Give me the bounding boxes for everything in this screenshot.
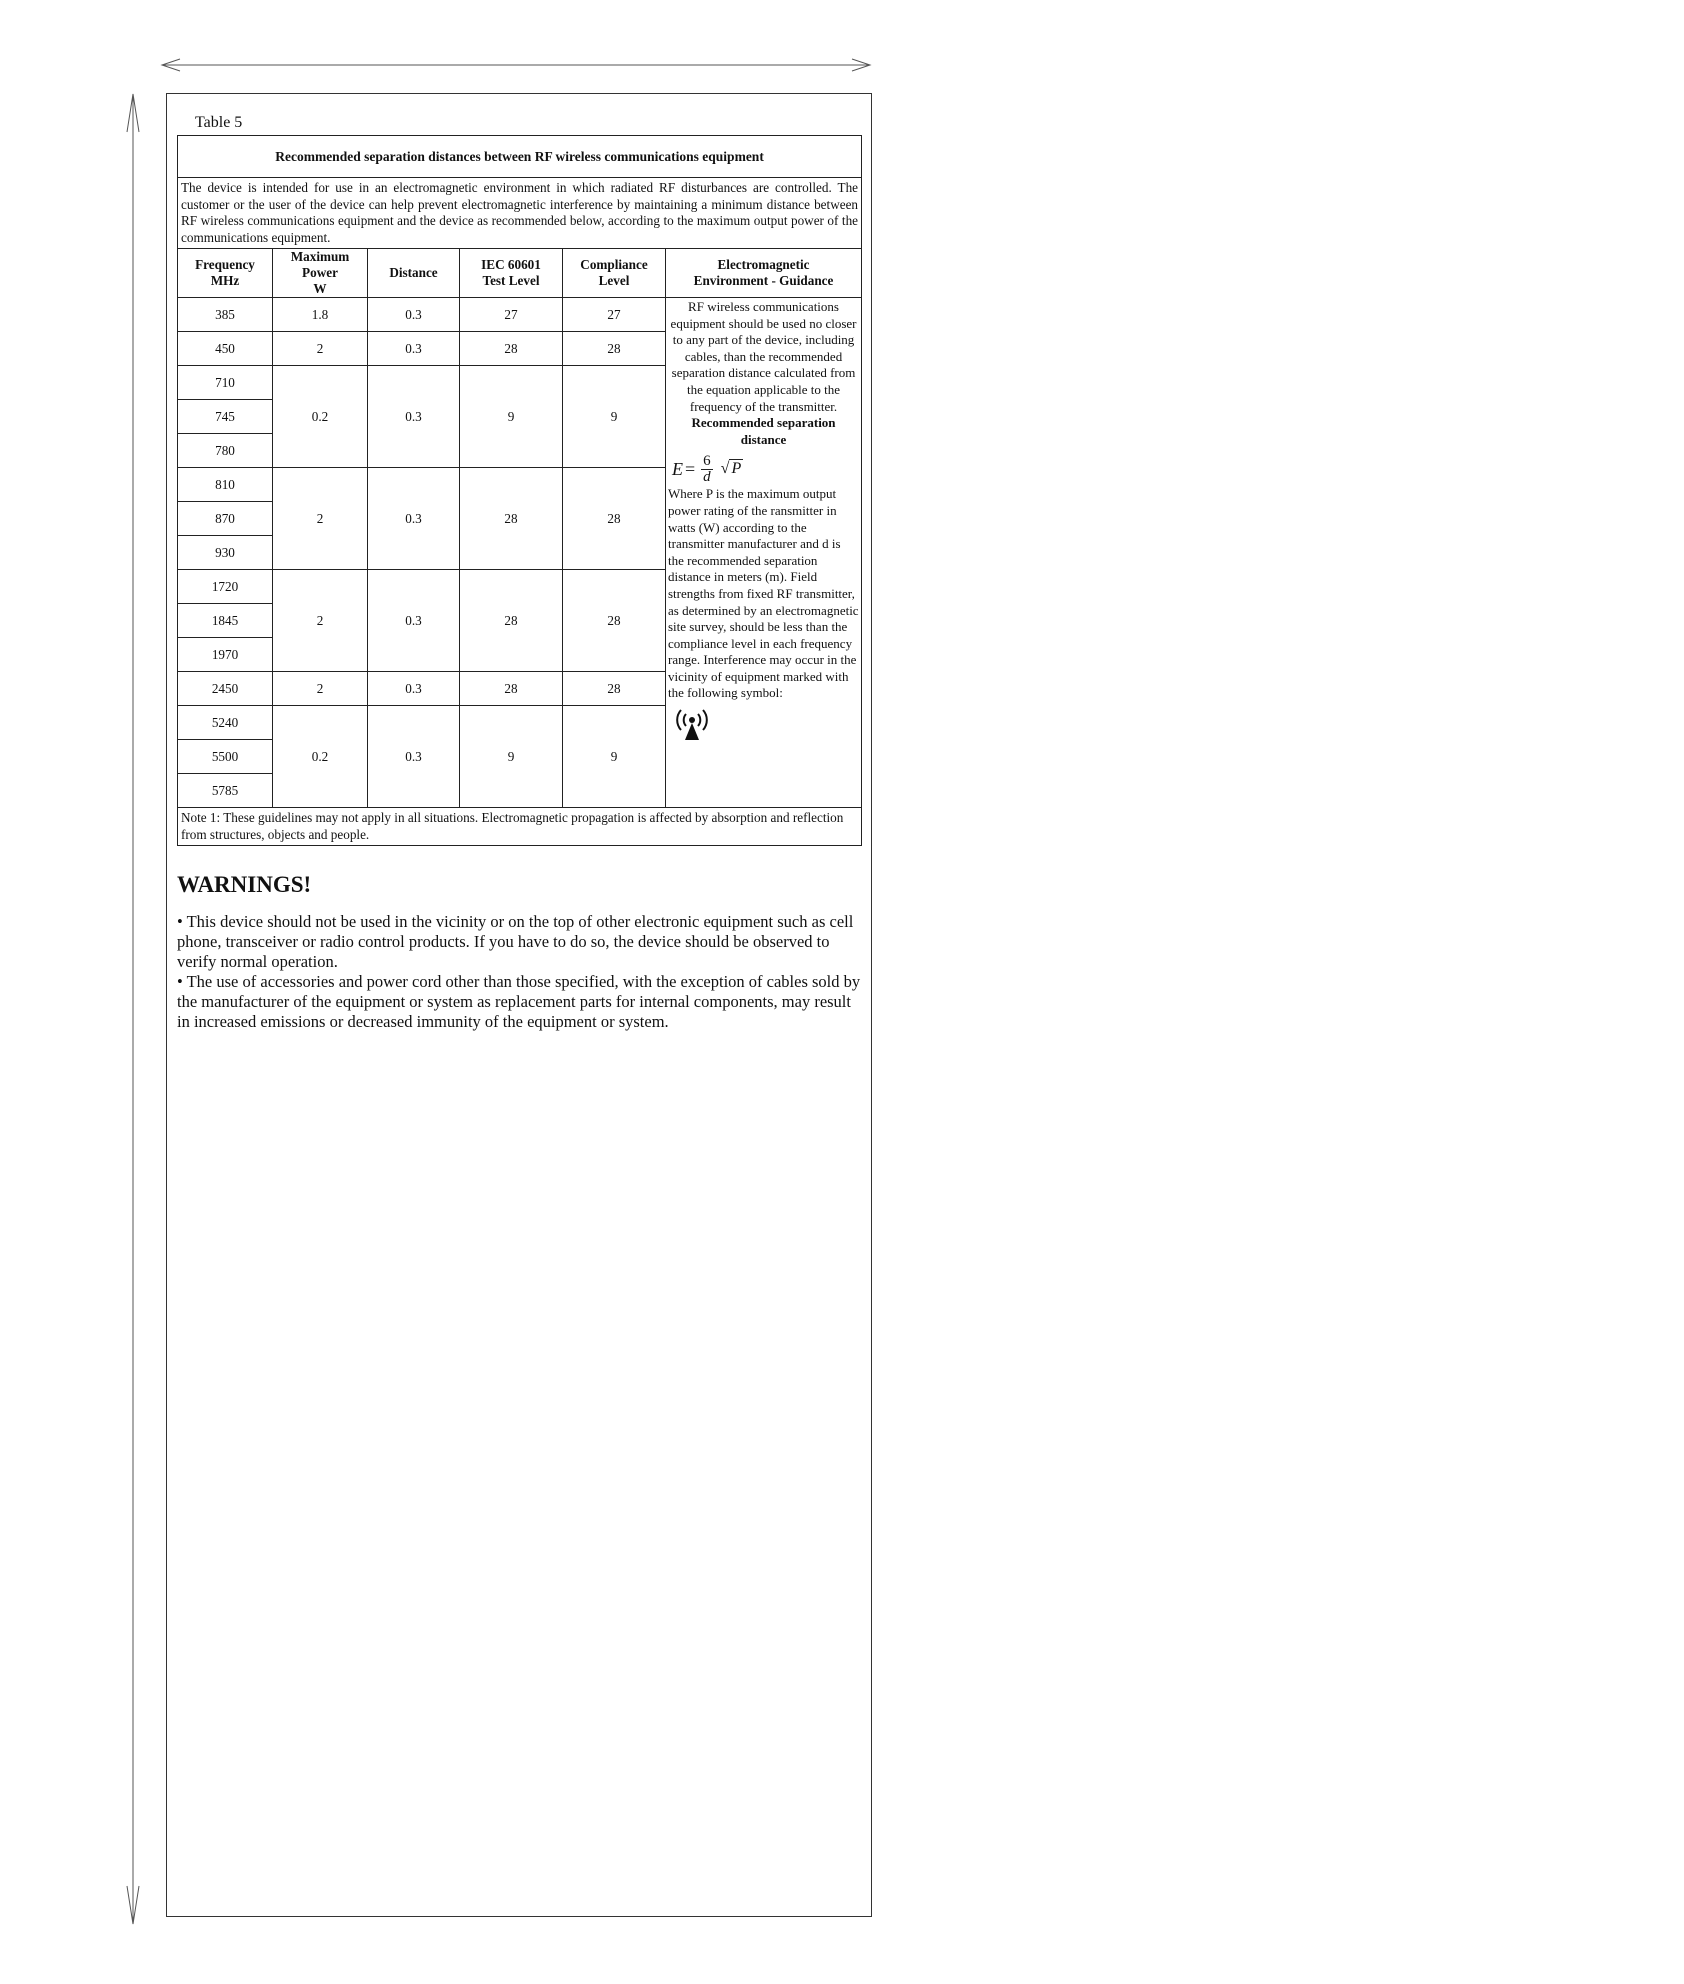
compliance-cell: 28 — [563, 570, 666, 672]
separation-distance-table — [177, 135, 862, 846]
table-caption: Table 5 — [195, 114, 243, 131]
table-header-row — [178, 249, 862, 298]
frequency-cell: 5240 — [178, 706, 273, 740]
table-title: Recommended separation distances between RF wireless communications equipment — [178, 136, 862, 178]
compliance-cell: 27 — [563, 298, 666, 332]
guidance-cell — [666, 298, 862, 808]
distance-cell: 0.3 — [368, 672, 460, 706]
non-ionizing-radiation-icon — [674, 708, 859, 747]
document-page — [166, 93, 872, 1917]
frequency-cell: 450 — [178, 332, 273, 366]
warning-item: • The use of accessories and power cord other than those specified, with the exception of cables sold by the manufacturer of the equipment or system as replacement parts for internal components, may result in increased emissions or decreased immunity of the equipment or system. — [177, 972, 861, 1031]
separation-formula: E = $\frac{6}{d}$ √ P — [672, 452, 742, 485]
frequency-cell: 745 — [178, 400, 273, 434]
distance-cell: 0.3 — [368, 706, 460, 808]
iec-cell: 9 — [460, 366, 563, 468]
frequency-cell: 5500 — [178, 740, 273, 774]
table-note: Note 1: These guidelines may not apply in all situations. Electromagnetic propagation is affected by absorption and reflection from structures, objects and people. — [178, 808, 862, 846]
power-cell: 2 — [273, 468, 368, 570]
frequency-cell: 930 — [178, 536, 273, 570]
power-cell: 2 — [273, 672, 368, 706]
distance-cell: 0.3 — [368, 366, 460, 468]
power-cell: 1.8 — [273, 298, 368, 332]
header-distance: Distance — [368, 249, 460, 298]
power-cell: 0.2 — [273, 706, 368, 808]
guidance-text-1: RF wireless communications equipment should be used no closer to any part of the device, including cables, than the recommended separation distance calculated from the equation applicable to the frequency of the transmitter. — [670, 299, 857, 414]
distance-cell: 0.3 — [368, 332, 460, 366]
warnings-title: WARNINGS! — [177, 872, 312, 897]
frequency-cell: 2450 — [178, 672, 273, 706]
iec-cell: 28 — [460, 570, 563, 672]
header-guidance: Electromagnetic Environment - Guidance — [666, 249, 862, 298]
compliance-cell: 28 — [563, 672, 666, 706]
warnings-list — [177, 912, 867, 1032]
iec-cell: 28 — [460, 468, 563, 570]
header-frequency: Frequency MHz — [178, 249, 273, 298]
compliance-cell: 28 — [563, 468, 666, 570]
distance-cell: 0.3 — [368, 298, 460, 332]
power-cell: 0.2 — [273, 366, 368, 468]
header-power: Maximum Power W — [273, 249, 368, 298]
frequency-cell: 385 — [178, 298, 273, 332]
frequency-cell: 1970 — [178, 638, 273, 672]
iec-cell: 9 — [460, 706, 563, 808]
compliance-cell: 28 — [563, 332, 666, 366]
power-cell: 2 — [273, 570, 368, 672]
warning-item: • This device should not be used in the vicinity or on the top of other electronic equipment such as cell phone, transceiver or radio control products. If you have to do so, the device should be observed to verify normal operation. — [177, 912, 854, 971]
table-intro: The device is intended for use in an electromagnetic environment in which radiated RF disturbances are controlled. The customer or the user of the device can help prevent electromagnetic interference by maintaining a minimum distance between RF wireless communications equipment and the device as recommended below, according to the maximum output power of the communications equipment. — [178, 178, 862, 249]
iec-cell: 27 — [460, 298, 563, 332]
frequency-cell: 5785 — [178, 774, 273, 808]
header-iec-test-level: IEC 60601 Test Level — [460, 249, 563, 298]
frequency-cell: 710 — [178, 366, 273, 400]
width-dimension-arrow — [160, 58, 872, 72]
frequency-cell: 810 — [178, 468, 273, 502]
power-cell: 2 — [273, 332, 368, 366]
distance-cell: 0.3 — [368, 570, 460, 672]
frequency-cell: 870 — [178, 502, 273, 536]
compliance-cell: 9 — [563, 366, 666, 468]
distance-cell: 0.3 — [368, 468, 460, 570]
frequency-cell: 1720 — [178, 570, 273, 604]
guidance-heading: Recommended separation distance — [691, 415, 836, 447]
frequency-cell: 1845 — [178, 604, 273, 638]
iec-cell: 28 — [460, 332, 563, 366]
guidance-text-2: Where P is the maximum output power rating of the ransmitter in watts (W) according to the transmitter manufacturer and d is the recommended separation distance in meters (m). Field strengths from fixed RF transmitter, as determined by an electromagnetic site survey, should be less than the compliance level in each frequency range. Interference may occur in the vicinity of equipment marked with the following symbol: — [668, 486, 859, 701]
table-row — [178, 298, 862, 332]
height-dimension-arrow — [126, 92, 140, 1926]
frequency-cell: 780 — [178, 434, 273, 468]
header-compliance-level: Compliance Level — [563, 249, 666, 298]
compliance-cell: 9 — [563, 706, 666, 808]
iec-cell: 28 — [460, 672, 563, 706]
